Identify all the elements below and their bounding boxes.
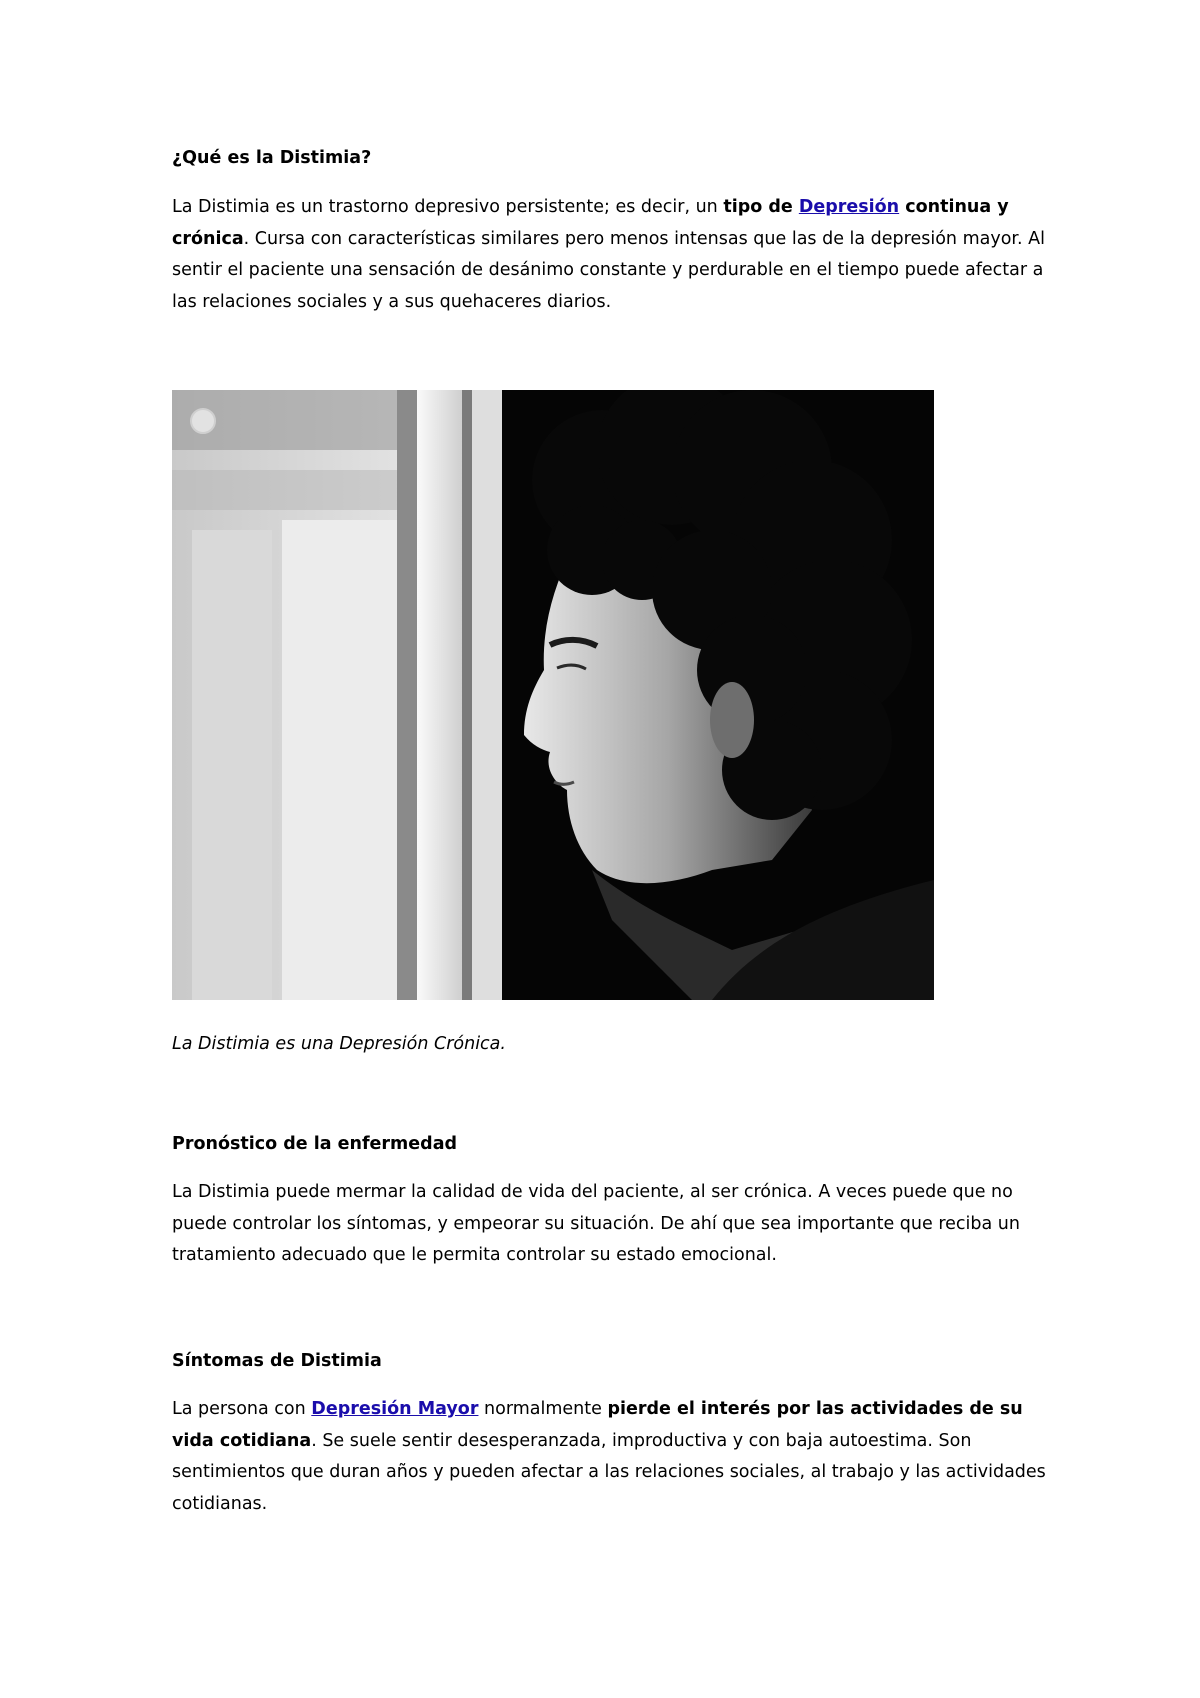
paragraph-text: La persona con bbox=[172, 1399, 312, 1419]
man-at-window-photo bbox=[172, 390, 934, 1000]
paragraph-sintomas bbox=[172, 1394, 1052, 1520]
paragraph-text: normalmente bbox=[478, 1399, 608, 1419]
paragraph-definition bbox=[172, 192, 1052, 318]
photo-illustration bbox=[172, 390, 934, 1000]
heading-pronostico: Pronóstico de la enfermedad bbox=[172, 1134, 458, 1154]
paragraph-text: La Distimia es un trastorno depresivo persistente; es decir, un bbox=[172, 197, 724, 217]
paragraph-text: . Cursa con características similares pero menos intensas que las de la depresión mayor. Al sentir el paciente una sensación de desánimo constante y perdurable en el tiempo puede afectar a las relaciones sociales y a sus quehaceres diarios. bbox=[172, 228, 1045, 312]
paragraph-bold-text: pierde el interés por las actividades de su vida cotidiana bbox=[172, 1399, 1023, 1451]
paragraph-pronostico: La Distimia puede mermar la calidad de vida del paciente, al ser crónica. A veces puede que no puede controlar los síntomas, y empeorar su situación. De ahí que sea importante que reciba un tratamiento adecuado que le permita controlar su estado emocional. bbox=[172, 1182, 1020, 1265]
heading-sintomas: Síntomas de Distimia bbox=[172, 1351, 382, 1371]
photo-caption: La Distimia es una Depresión Crónica. bbox=[172, 1034, 506, 1054]
paragraph-text: . Se suele sentir desesperanzada, improductiva y con baja autoestima. Son sentimientos que duran años y pueden afectar a las relaciones sociales, al trabajo y las actividades cotidianas. bbox=[172, 1430, 1046, 1514]
heading-que-es-distimia: ¿Qué es la Distimia? bbox=[172, 148, 372, 168]
depresion-mayor-link[interactable]: Depresión Mayor bbox=[311, 1399, 479, 1419]
paragraph-bold-text: tipo de bbox=[723, 197, 799, 217]
depresion-link[interactable]: Depresión bbox=[798, 197, 900, 217]
logo-watermark-icon bbox=[190, 408, 216, 434]
paragraph-bold-text: continua y crónica bbox=[172, 197, 1009, 249]
